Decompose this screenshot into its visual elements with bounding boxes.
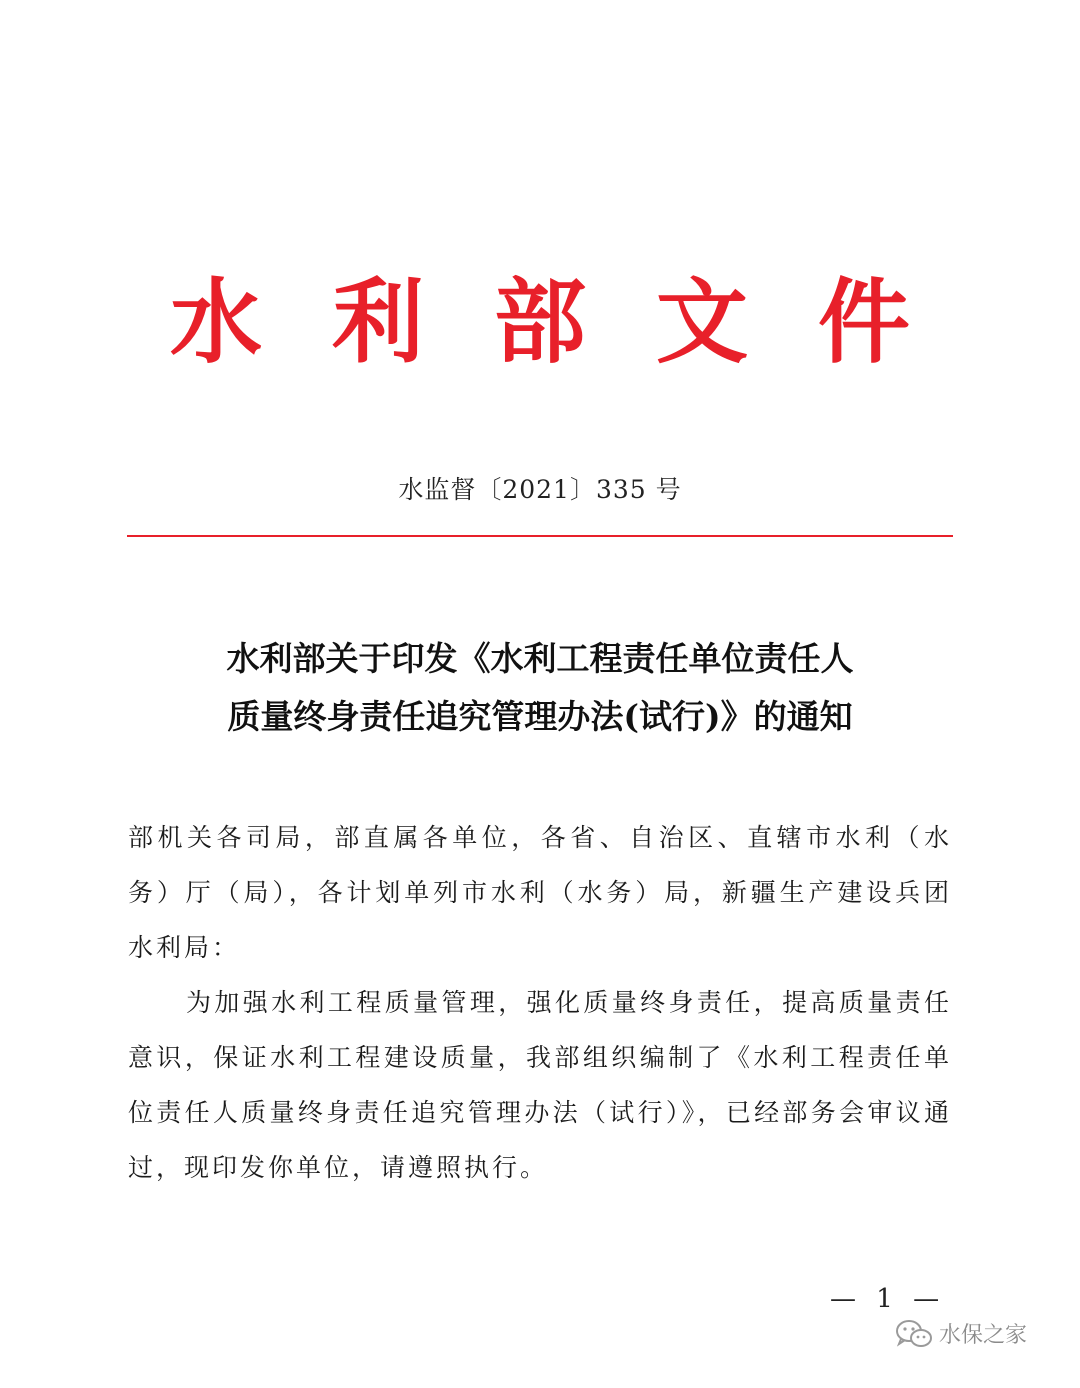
red-divider-line [127, 535, 953, 537]
main-paragraph: 为加强水利工程质量管理，强化质量终身责任，提高质量责任意识，保证水利工程建设质量，我部组织编制了《水利工程责任单位责任人质量终身责任追究管理办法（试行）》，已经部务会审议通过，现印发你单位，请遵照执行。 [128, 988, 952, 1182]
page-number: — 1 — [830, 1284, 946, 1314]
document-number: 水监督〔2021〕335 号 [398, 475, 682, 504]
watermark-text: 水保之家 [939, 1323, 1028, 1348]
notice-title-line-2: 质量终身责任追究管理办法(试行)》的通知 [227, 697, 853, 736]
notice-title [0, 630, 1080, 746]
notice-body [128, 810, 952, 1195]
document-header-title: 水利部文件 [169, 268, 980, 376]
watermark [895, 1318, 1027, 1349]
notice-title-line-1: 水利部关于印发《水利工程责任单位责任人 [226, 639, 854, 678]
addressee-paragraph: 部机关各司局，部直属各单位，各省、自治区、直辖市水利（水务）厅（局），各计划单列市水利（水务）局，新疆生产建设兵团水利局： [128, 823, 952, 962]
wechat-icon [895, 1319, 933, 1349]
